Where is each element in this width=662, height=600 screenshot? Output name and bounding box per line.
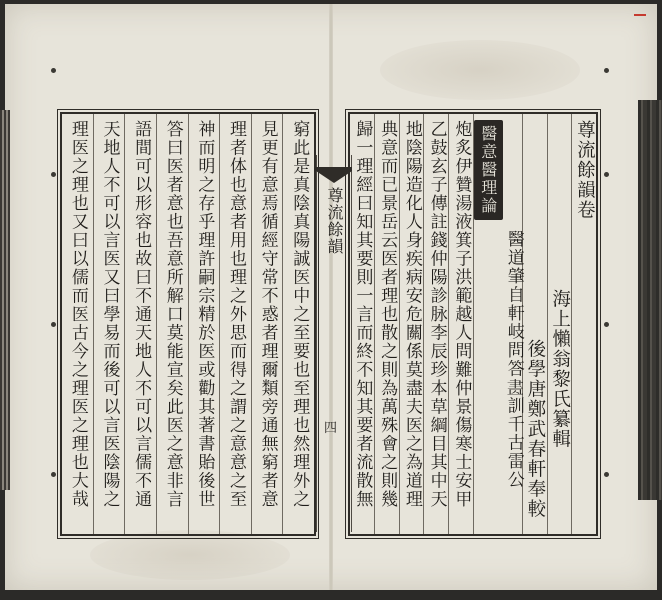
editor-line: 後學唐鄭武春軒奉較 <box>524 339 546 519</box>
body-text-line: 乙鼓玄子傳註錢仲陽診脉李辰珍本草綱目其中天 <box>426 120 447 509</box>
text-column <box>219 114 251 534</box>
left-page-columns <box>62 114 314 534</box>
body-text-line: 典意而已景岳云医者理也散之則為萬殊會之則幾 <box>377 120 398 509</box>
left-page-frame <box>60 112 316 536</box>
body-text-line: 炮炙伊贊湯液箕子洪範越人問難仲景傷寒士安甲 <box>451 120 472 509</box>
body-text-line: 地陰陽造化人身疾病安危關係莫盡夫医之為道理 <box>401 120 422 509</box>
text-column <box>124 114 156 534</box>
banner-title-text: 尊流餘韻 <box>325 187 344 255</box>
compiler-line: 海上懶翁黎氏纂輯 <box>549 289 571 449</box>
body-text-line: 醫道肇自軒岐問答𦘕訓千古雷公 <box>503 230 524 489</box>
binding-hole <box>51 68 56 73</box>
corner-mark <box>634 14 646 26</box>
binding-hole <box>604 472 609 477</box>
text-column <box>547 114 572 534</box>
binding-hole <box>51 322 56 327</box>
right-page-frame <box>348 112 598 536</box>
text-column <box>374 114 399 534</box>
fishtail-ornament <box>316 167 352 187</box>
binding-hole <box>51 472 56 477</box>
text-column <box>62 114 93 534</box>
binding-hole <box>604 172 609 177</box>
book-title: 尊流餘韻卷 <box>574 120 596 220</box>
body-text-line: 理者体也意者用也理之外思而得之謂之意意之至 <box>225 120 246 509</box>
text-column <box>251 114 283 534</box>
binding-hole <box>604 68 609 73</box>
text-column <box>93 114 125 534</box>
binding-hole <box>51 172 56 177</box>
banner-rule-left <box>316 155 317 532</box>
text-column <box>399 114 424 534</box>
text-column <box>423 114 448 534</box>
banner-rule-right <box>351 155 352 532</box>
body-text-line: 答曰医者意也吾意所解口莫能宣矣此医之意非言 <box>162 120 183 509</box>
paper-stain <box>90 530 290 580</box>
text-column <box>282 114 314 534</box>
banner-title <box>321 187 347 255</box>
text-column <box>571 114 596 534</box>
body-text-line: 窮此是真陰真陽誠医中之至要也至理也然理外之 <box>289 120 310 509</box>
binding-hole <box>604 322 609 327</box>
text-column <box>350 114 374 534</box>
text-column <box>448 114 473 534</box>
scan-edge-left <box>0 110 10 490</box>
body-text-line: 見更有意焉循經守常不惑者理爾類旁通無窮者意 <box>257 120 278 509</box>
text-column <box>156 114 188 534</box>
center-banner <box>316 155 352 532</box>
text-column <box>188 114 220 534</box>
body-text-line: 天地人不可以言医又曰學易而後可以言医陰陽之 <box>99 120 120 509</box>
body-text-line: 神而明之存乎理許嗣宗精於医或勸其著書貽後世 <box>194 120 215 509</box>
right-page-columns <box>350 114 596 534</box>
scan-edge-right <box>638 100 662 500</box>
body-text-line: 歸一理經曰知其要則一言而終不知其要者流散無 <box>352 120 373 509</box>
chapter-heading-badge: 醫意醫理論 <box>474 120 503 220</box>
body-text-line: 理医之理也又曰以儒而医古今之理医之理也大哉 <box>67 120 88 509</box>
text-column <box>473 114 522 534</box>
page-number: 四 <box>324 421 338 436</box>
text-column <box>522 114 547 534</box>
body-text-line: 語間可以形容也故曰不通天地人不可以言儒不通 <box>131 120 152 509</box>
paper-stain <box>380 40 580 100</box>
